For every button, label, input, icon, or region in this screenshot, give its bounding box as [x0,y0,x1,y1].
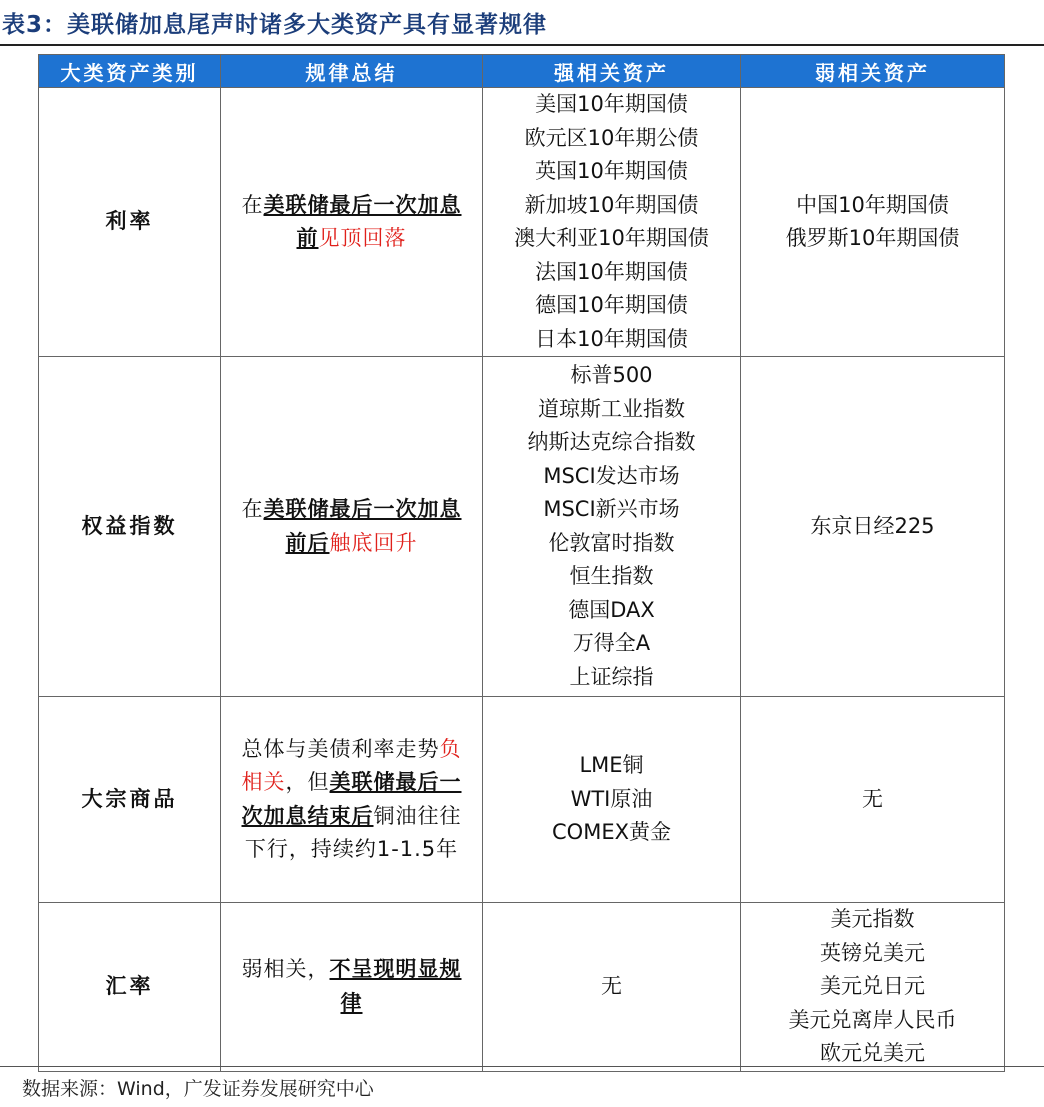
asset-item: 英国10年期国债 [535,159,688,183]
asset-item: 美国10年期国债 [535,92,688,116]
strong-assets-cell [483,88,741,357]
category-cell: 权益指数 [39,357,221,697]
asset-table [38,54,1005,1072]
asset-item: MSCI新兴市场 [543,497,680,521]
highlight-text: 见顶回落 [318,226,407,250]
asset-item: WTI原油 [570,786,653,811]
asset-item: 新加坡10年期国债 [524,192,699,217]
asset-item: 俄罗斯10年期国债 [785,226,960,250]
asset-item: 中国10年期国债 [796,192,949,217]
asset-item: 东京日经225 [810,513,935,538]
header-weak: 弱相关资产 [741,55,1005,88]
asset-item: 万得全A [572,631,651,655]
source-note: 数据来源：Wind，广发证券发展研究中心 [22,1078,374,1100]
rule-text: 弱相关， [241,957,330,982]
emphasis-text: 美联储最后一次加息结束后 [241,770,462,828]
asset-item: 道琼斯工业指数 [538,396,685,421]
highlight-text: 负相关 [241,736,462,794]
rule-cell [221,88,483,357]
strong-assets-cell [483,697,741,903]
asset-item: COMEX黄金 [552,820,671,845]
header-category: 大类资产类别 [39,55,221,88]
asset-item: MSCI发达市场 [543,463,680,488]
rule-text: ，但 [285,770,330,794]
asset-item: 英镑兑美元 [820,940,925,965]
rule-text: 总体与美债利率走势 [241,736,440,761]
header-row [39,55,1005,88]
rule-text: 铜油往往下行，持续约1-1.5年 [244,803,462,861]
category-cell: 汇率 [39,903,221,1072]
asset-item: 德国10年期国债 [535,293,688,317]
rule-cell [221,357,483,697]
asset-item: 标普500 [570,363,653,387]
rule-cell [221,697,483,903]
asset-item: 美元兑离岸人民币 [788,1007,957,1032]
category-cell: 利率 [39,88,221,357]
category-cell: 大宗商品 [39,697,221,903]
emphasis-text: 美联储最后一次加息前 [263,192,462,250]
asset-item: 欧元兑美元 [820,1041,925,1065]
emphasis-text: 美联储最后一次加息前后 [263,497,462,555]
asset-item: 法国10年期国债 [535,259,688,284]
title-divider [0,44,1044,46]
weak-assets-cell [741,357,1005,697]
asset-item: 欧元区10年期公债 [524,125,699,150]
table-row [39,357,1005,697]
asset-item: 无 [862,786,883,811]
header-strong: 强相关资产 [483,55,741,88]
emphasis-text: 不呈现明显规律 [329,957,462,1015]
asset-item: LME铜 [579,753,644,778]
rule-text: 在 [241,497,264,521]
asset-item: 美元指数 [830,907,915,931]
header-rule: 规律总结 [221,55,483,88]
weak-assets-cell [741,903,1005,1072]
asset-item: 纳斯达克综合指数 [527,430,696,454]
footer-divider [0,1066,1044,1067]
strong-assets-cell [483,903,741,1072]
highlight-text: 触底回升 [329,530,418,555]
table-title: 表3：美联储加息尾声时诸多大类资产具有显著规律 [2,12,548,38]
strong-assets-cell [483,357,741,697]
asset-item: 上证综指 [569,664,654,689]
rule-text: 在 [241,192,264,217]
asset-item: 美元兑日元 [820,974,925,998]
weak-assets-cell [741,88,1005,357]
table-row [39,88,1005,357]
table-row [39,903,1005,1072]
asset-item: 德国DAX [568,597,655,622]
asset-item: 日本10年期国债 [535,326,688,351]
asset-item: 伦敦富时指数 [548,530,675,555]
asset-item: 澳大利亚10年期国债 [514,226,709,250]
table-row [39,697,1005,903]
rule-cell [221,903,483,1072]
asset-item: 恒生指数 [569,564,654,588]
asset-item: 无 [601,974,622,998]
weak-assets-cell [741,697,1005,903]
